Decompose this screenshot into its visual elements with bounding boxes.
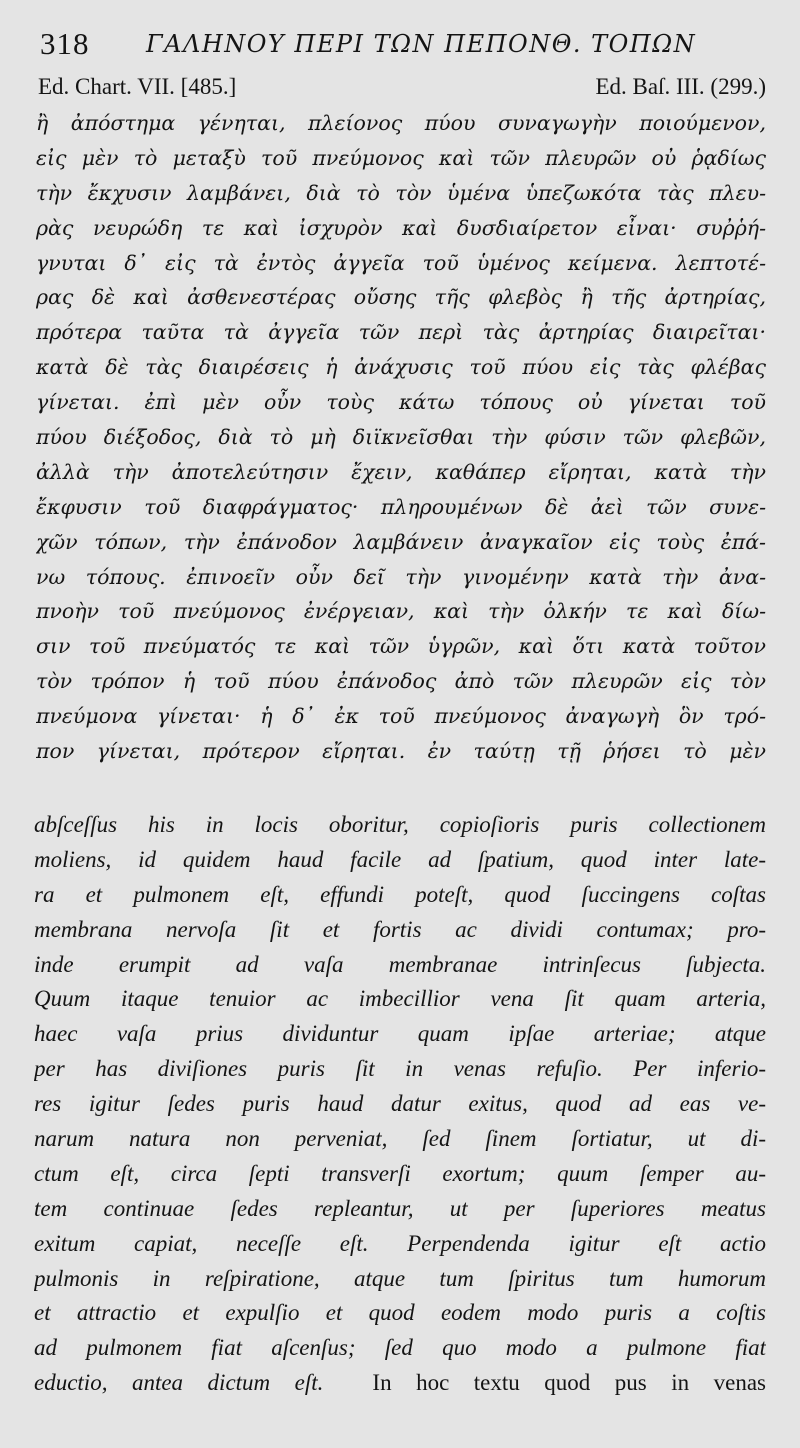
greek-text-line: νω τόπους. ἐπινοεῖν οὖν δεῖ τὴν γινομένην κατὰ τὴν ἀνα-	[36, 564, 766, 589]
greek-text-line: χῶν τόπων, τὴν ἐπάνοδον λαμβάνειν ἀναγκαῖον εἰς τοὺς ἐπά-	[36, 529, 766, 554]
latin-text-line: abſceſſus his in locis oboritur, copioſioris puris collectionem	[34, 812, 766, 837]
greek-text-line: σιν τοῦ πνεύματός τε καὶ τῶν ὑγρῶν, καὶ ὅτι κατὰ τοῦτον	[36, 634, 766, 659]
greek-text-line: κατὰ δὲ τὰς διαιρέσεις ἡ ἀνάχυσις τοῦ πύου εἰς τὰς φλέβας	[36, 355, 766, 380]
latin-text-line: pulmonis in reſpiratione, atque tum ſpiritus tum humorum	[34, 1265, 766, 1291]
latin-text-line: exitum capiat, neceſſe eſt. Perpendenda igitur eſt actio	[34, 1230, 766, 1256]
greek-text-line: εἰς μὲν τὸ μεταξὺ τοῦ πνεύμονος καὶ τῶν πλευρῶν οὐ ῥᾳδίως	[36, 145, 766, 170]
greek-text-line: ρὰς νευρώδη τε καὶ ἰσχυρὸν καὶ δυσδιαίρετον εἶναι· συῤῥή-	[36, 215, 766, 240]
greek-text-line: πνεύμονα γίνεται· ἡ δ᾽ ἐκ τοῦ πνεύμονος ἀναγωγὴ ὃν τρό-	[36, 704, 766, 729]
edition-chartier-ref: Ed. Chart. VII. [485.]	[38, 74, 237, 99]
latin-text-line: haec vaſa prius dividuntur quam ipſae arteriae; atque	[34, 1021, 766, 1047]
latin-text-line: moliens, id quidem haud facile ad ſpatium, quod inter late-	[34, 846, 766, 872]
latin-text-line: et attractio et expulſio et quod eodem modo puris a coſtis	[34, 1300, 766, 1326]
latin-text-line: inde erumpit ad vaſa membranae intrinſecus ſubjecta.	[34, 951, 766, 977]
greek-text-line: ρας δὲ καὶ ἀσθενεστέρας οὔσης τῆς φλεβὸς ἢ τῆς ἀρτηρίας,	[36, 285, 766, 310]
latin-text-line: membrana nervoſa ſit et fortis ac dividi contumax; pro-	[34, 916, 766, 942]
running-title: ΓΑΛΗΝΟΥ ΠΕΡΙ ΤΩΝ ΠΕΠΟΝΘ. ΤΟΠΩΝ	[146, 30, 697, 58]
page-number: 318	[40, 26, 90, 61]
latin-text-line: tem continuae ſedes repleantur, ut per ſuperiores meatus	[34, 1195, 766, 1221]
greek-text-line: τὴν ἔκχυσιν λαμβάνει, διὰ τὸ τὸν ὑμένα ὑπεζωκότα τὰς πλευ-	[36, 180, 766, 205]
greek-text-line: γίνεται. ἐπὶ μὲν οὖν τοὺς κάτω τόπους οὐ γίνεται τοῦ	[36, 390, 766, 415]
latin-text-line	[34, 1366, 766, 1401]
greek-text-line: πρότερα ταῦτα τὰ ἀγγεῖα τῶν περὶ τὰς ἀρτηρίας διαιρεῖται·	[36, 320, 766, 345]
greek-text-line: πον γίνεται, πρότερον εἴρηται. ἐν ταύτῃ τῇ ῥήσει τὸ μὲν	[36, 739, 766, 764]
latin-line-italic-part: eductio, antea dictum eſt.	[34, 1370, 324, 1396]
greek-text-line: γνυται δ᾽ εἰς τὰ ἐντὸς ἀγγεῖα τοῦ ὑμένος κείμενα. λεπτοτέ-	[36, 250, 766, 275]
latin-text-line: narum natura non perveniat, ſed ſinem ſortiatur, ut di-	[34, 1126, 766, 1152]
greek-text-line: ἀλλὰ τὴν ἀποτελεύτησιν ἔχειν, καθάπερ εἴρηται, κατὰ τὴν	[36, 459, 766, 484]
greek-text-line: ἢ ἀπόστημα γένηται, πλείονος πύου συναγωγὴν ποιούμενον,	[36, 111, 766, 135]
latin-text-line: ad pulmonem fiat aſcenſus; ſed quo modo a pulmone fiat	[34, 1335, 766, 1361]
greek-text-block	[36, 106, 766, 769]
latin-text-line: ctum eſt, circa ſepti transverſi exortum; quum ſemper au-	[34, 1160, 766, 1186]
greek-text-line: τὸν τρόπον ἡ τοῦ πύου ἐπάνοδος ἀπὸ τῶν πλευρῶν εἰς τὸν	[36, 669, 766, 694]
latin-line-roman-part: In hoc textu quod pus in venas	[372, 1370, 766, 1396]
greek-text-line: πνοὴν τοῦ πνεύμονος ἐνέργειαν, καὶ τὴν ὁλκήν τε καὶ δίω-	[36, 599, 766, 624]
greek-text-line: ἔκφυσιν τοῦ διαφράγματος· πληρουμένων δὲ ἀεὶ τῶν συνε-	[36, 494, 766, 519]
greek-text-line: πύου διέξοδος, διὰ τὸ μὴ διϊκνεῖσθαι τὴν φύσιν τῶν φλεβῶν,	[36, 425, 766, 450]
edition-basel-ref: Ed. Baſ. III. (299.)	[595, 74, 766, 99]
latin-text-line: res igitur ſedes puris haud datur exitus, quod ad eas ve-	[34, 1091, 766, 1117]
latin-text-line: Quum itaque tenuior ac imbecillior vena ſit quam arteria,	[34, 986, 766, 1012]
running-head	[36, 22, 766, 66]
latin-text-block	[34, 808, 766, 1401]
latin-text-line: ra et pulmonem eſt, effundi poteſt, quod ſuccingens coſtas	[34, 881, 766, 907]
edition-references	[38, 74, 766, 104]
latin-text-line: per has diviſiones puris ſit in venas refuſio. Per inferio-	[34, 1056, 766, 1082]
